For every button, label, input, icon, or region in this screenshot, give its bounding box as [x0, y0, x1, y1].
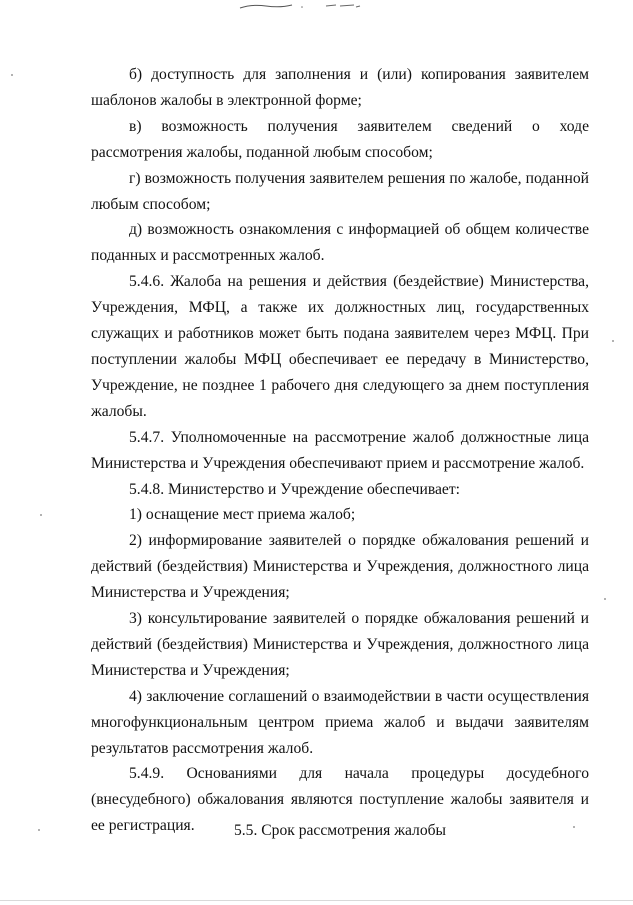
- scan-speck: [612, 340, 614, 342]
- list-item-1: 1) оснащение мест приема жалоб;: [129, 506, 356, 524]
- paragraph-5-4-8: 5.4.8. Министерство и Учреждение обеспечивает:: [129, 480, 460, 498]
- scan-speck: [11, 74, 13, 76]
- paragraph-b: б) доступность для заполнения и (или) копирования заявителем шаблонов жалобы в электронной форме;: [91, 66, 589, 109]
- list-item-2: 2) информирование заявителей о порядке обжалования решений и действий (бездействия) Министерства и Учреждения, должностного лица Министерства и Учреждения;: [91, 532, 589, 602]
- section-heading: 5.5. Срок рассмотрения жалобы: [233, 822, 447, 839]
- scan-speck: [604, 598, 606, 600]
- paragraph-d: д) возможность ознакомления с информацией об общем количестве поданных и рассмотренных жалоб.: [91, 221, 589, 265]
- list-item-3: 3) консультирование заявителей о порядке обжалования решений и действий (бездействия) Министерства и Учреждения, должностного лица Министерства и Учреждения;: [91, 610, 589, 679]
- scan-artifact: [232, 2, 372, 10]
- list-item-4: 4) заключение соглашений о взаимодействии в части осуществления многофункциональным центром приема жалоб и выдачи заявителям результатов рассмотрения жалоб.: [91, 687, 589, 757]
- document-body: [91, 62, 589, 839]
- paragraph-5-4-9: 5.4.9. Основаниями для начала процедуры досудебного (внесудебного) обжалования являются поступление жалобы заявителя и ее регистрация.: [91, 765, 589, 835]
- scan-speck: [38, 829, 40, 831]
- scan-edge-line: [0, 900, 633, 901]
- paragraph-v: в) возможность получения заявителем сведений о ходе рассмотрения жалобы, поданной любым способом;: [91, 117, 589, 161]
- paragraph-5-4-6: 5.4.6. Жалоба на решения и действия (бездействие) Министерства, Учреждения, МФЦ, а также их должностных лиц, государственных служащих и работников может быть подана заявителем через МФЦ. При поступлении жалобы МФЦ обеспечивает ее передачу в Министерство, Учреждение, не позднее 1 рабочего дня следующего за днем поступления жалобы.: [91, 273, 589, 420]
- paragraph-5-4-7: 5.4.7. Уполномоченные на рассмотрение жалоб должностные лица Министерства и Учреждения обеспечивают прием и рассмотрение жалоб.: [91, 428, 589, 472]
- paragraph-g: г) возможность получения заявителем решения по жалобе, поданной любым способом;: [91, 169, 589, 213]
- scan-speck: [40, 514, 42, 516]
- scan-speck: [573, 826, 575, 828]
